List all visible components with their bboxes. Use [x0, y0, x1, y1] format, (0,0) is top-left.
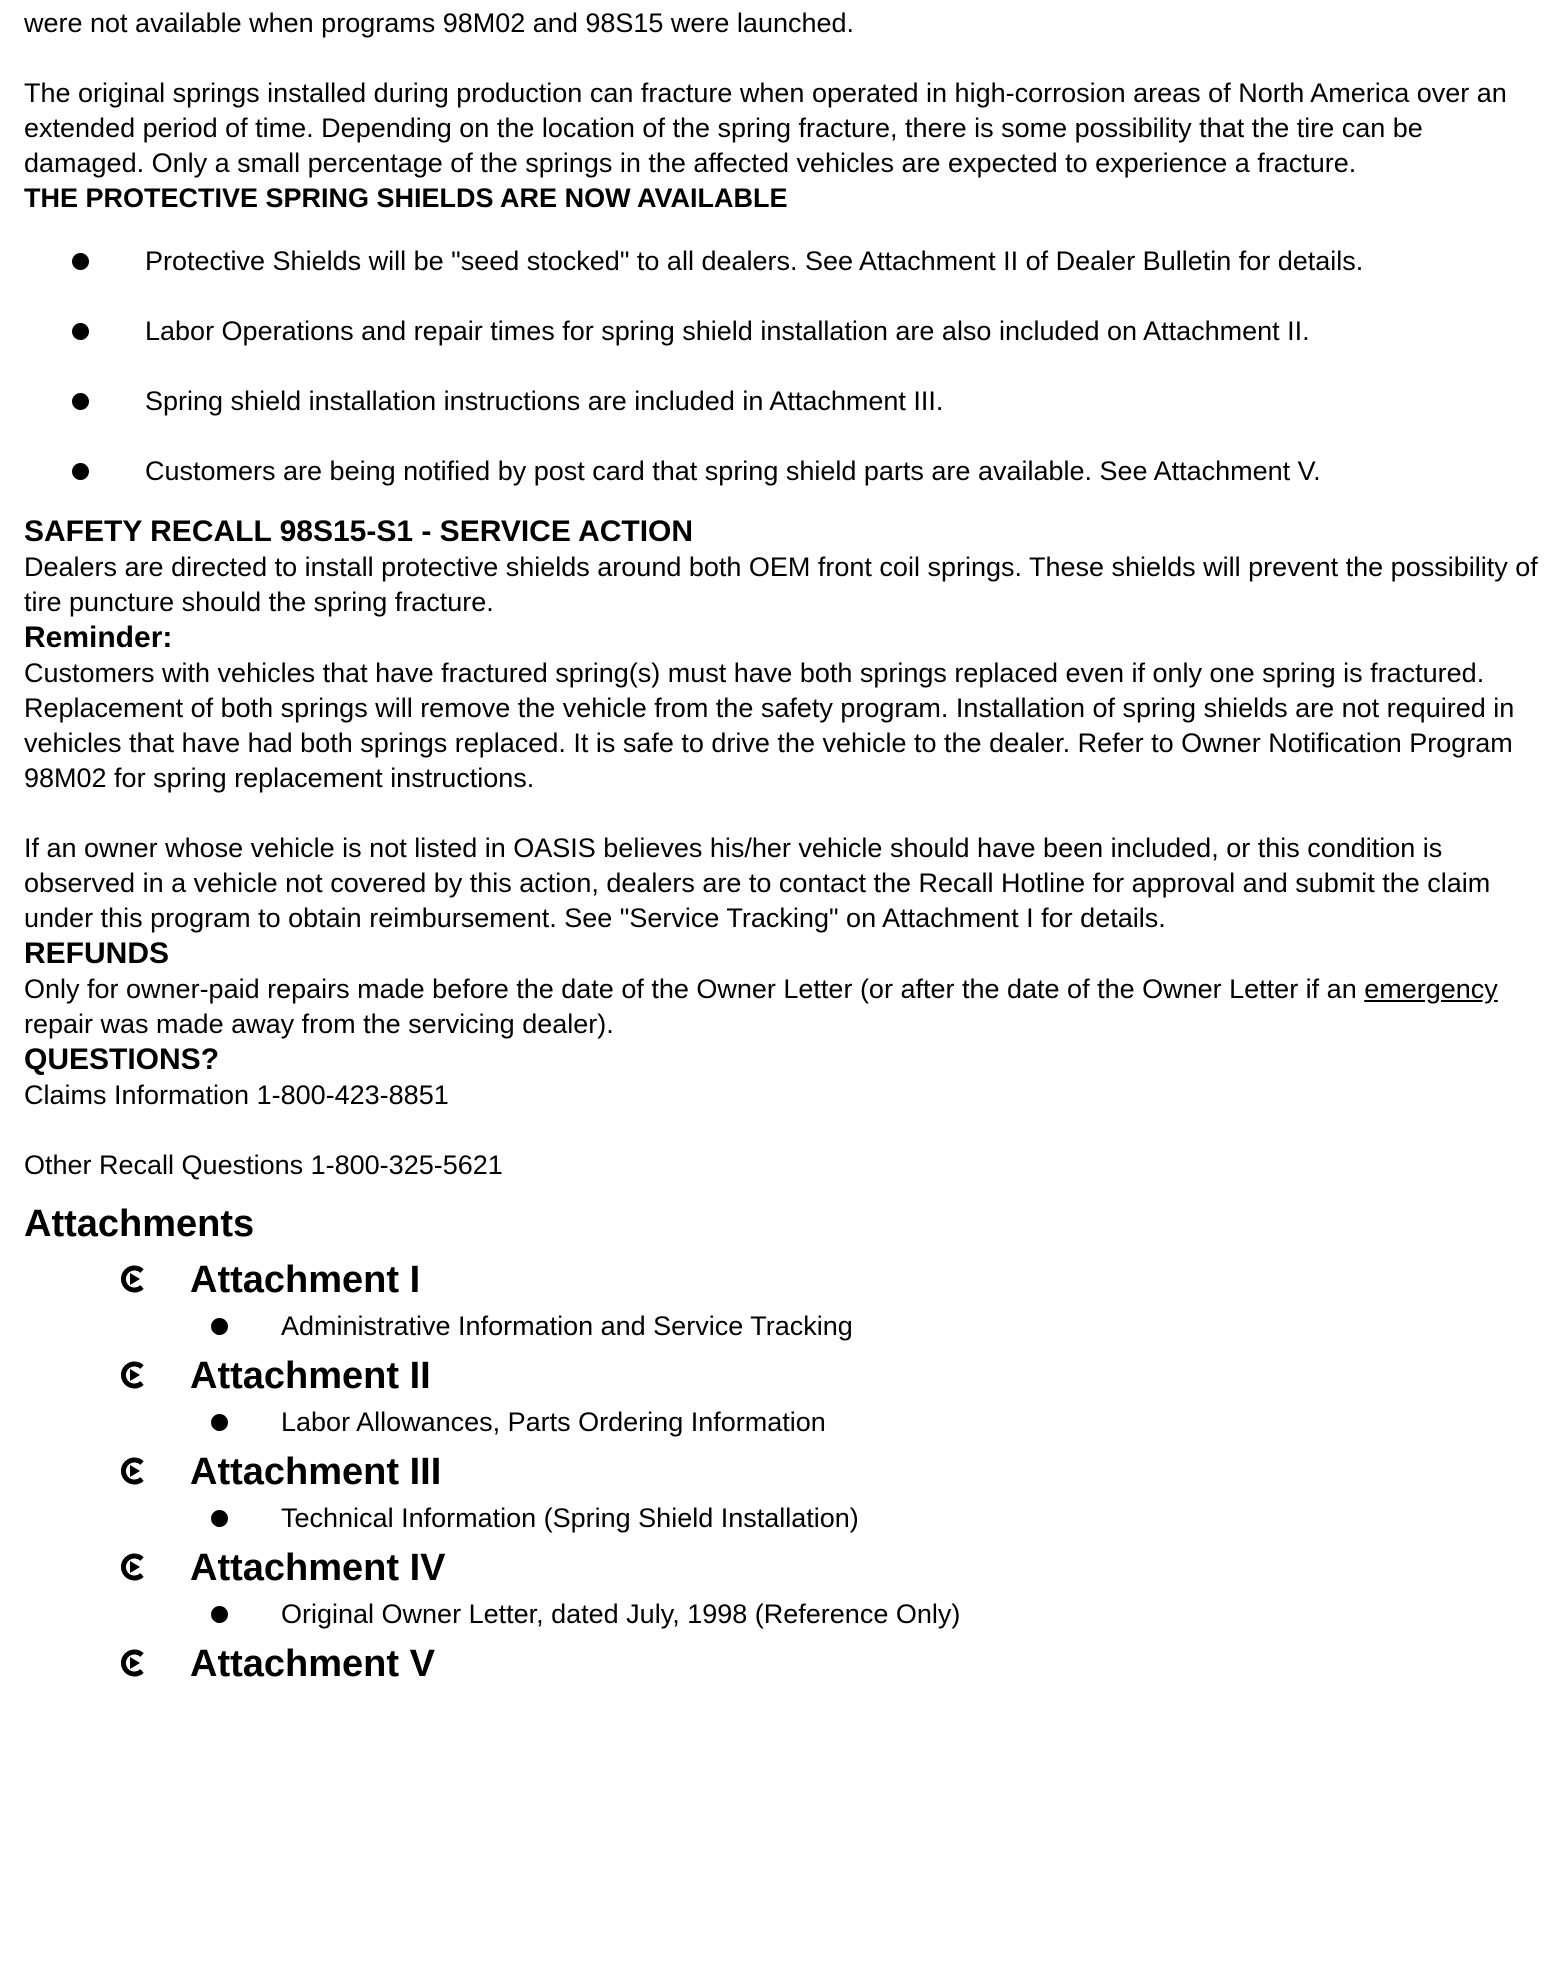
recall-heading: SAFETY RECALL 98S15-S1 - SERVICE ACTION: [24, 515, 694, 548]
list-item: [24, 314, 1544, 349]
bullet-icon: [211, 1414, 228, 1431]
circle-arrow-icon: [118, 1553, 150, 1581]
other-questions: Other Recall Questions 1-800-325-5621: [24, 1150, 503, 1180]
list-item-text: Protective Shields will be "seed stocked" to all dealers. See Attachment II of Dealer Bulletin for details.: [145, 246, 1364, 276]
attachment-item: [24, 1639, 1544, 1689]
refunds-body: [24, 972, 1544, 1042]
attachment-desc-row: [24, 1497, 1544, 1539]
attachment-header: [24, 1639, 1544, 1689]
list-item-text: Customers are being notified by post card that spring shield parts are available. See Attachment V.: [145, 456, 1321, 486]
refunds-heading: REFUNDS: [24, 937, 170, 970]
attachment-desc: Labor Allowances, Parts Ordering Information: [281, 1407, 826, 1437]
attachment-desc: Administrative Information and Service Tracking: [281, 1311, 853, 1341]
attachment-title: Attachment III: [190, 1451, 442, 1493]
attachment-header: [24, 1255, 1544, 1305]
attachment-desc-row: [24, 1401, 1544, 1443]
bullet-icon: [72, 253, 89, 270]
attachment-header: [24, 1351, 1544, 1401]
attachment-item: [24, 1447, 1544, 1539]
document-page: [24, 6, 1544, 1693]
list-item-text: Spring shield installation instructions are included in Attachment III.: [145, 386, 944, 416]
refunds-text-start: Only for owner-paid repairs made before the date of the Owner Letter (or after the date of the Owner Letter if an: [24, 974, 1365, 1004]
shields-heading: THE PROTECTIVE SPRING SHIELDS ARE NOW AVAILABLE: [24, 183, 788, 213]
claims-info: Claims Information 1-800-423-8851: [24, 1080, 449, 1110]
shields-bullet-list: [24, 244, 1544, 489]
circle-arrow-icon: [118, 1361, 150, 1389]
intro-paragraph: The original springs installed during production can fracture when operated in high-corrosion areas of North America over an extended period of time. Depending on the location of the spring fracture, there is some possibility that the tire can be damaged. Only a small percentage of the springs in the affected vehicles are expected to experience a fracture.: [24, 78, 1507, 178]
reminder-body: Customers with vehicles that have fractured spring(s) must have both springs replaced even if only one spring is fractured. Replacement of both springs will remove the vehicle from the safety program. Installation of spring shields are not required in vehicles that have had both springs replaced. It is safe to drive the vehicle to the dealer. Refer to Owner Notification Program 98M02 for spring replacement instructions.: [24, 658, 1515, 793]
attachments-heading: Attachments: [24, 1203, 255, 1245]
attachment-desc-row: [24, 1593, 1544, 1635]
attachment-title: Attachment I: [190, 1259, 421, 1301]
attachment-desc: Original Owner Letter, dated July, 1998 (Reference Only): [281, 1599, 961, 1629]
list-item: [24, 384, 1544, 419]
bullet-icon: [72, 323, 89, 340]
attachment-item: [24, 1255, 1544, 1347]
attachment-header: [24, 1543, 1544, 1593]
reminder-heading: Reminder:: [24, 621, 173, 654]
list-item: [24, 454, 1544, 489]
questions-heading: QUESTIONS?: [24, 1043, 220, 1076]
circle-arrow-icon: [118, 1457, 150, 1485]
attachment-item: [24, 1543, 1544, 1635]
bullet-icon: [72, 463, 89, 480]
oasis-paragraph: If an owner whose vehicle is not listed in OASIS believes his/her vehicle should have been included, or this condition is observed in a vehicle not covered by this action, dealers are to contact the Recall Hotline for approval and submit the claim under this program to obtain reimbursement. See "Service Tracking" on Attachment I for details.: [24, 833, 1491, 933]
recall-body: Dealers are directed to install protective shields around both OEM front coil springs. These shields will prevent the possibility of tire puncture should the spring fracture.: [24, 552, 1538, 617]
attachment-title: Attachment II: [190, 1355, 431, 1397]
emergency-text: emergency: [1364, 974, 1498, 1004]
list-item-text: Labor Operations and repair times for spring shield installation are also included on Attachment II.: [145, 316, 1310, 346]
bullet-icon: [72, 393, 89, 410]
attachment-desc: Technical Information (Spring Shield Installation): [281, 1503, 859, 1533]
attachment-title: Attachment IV: [190, 1547, 446, 1589]
bullet-icon: [211, 1606, 228, 1623]
circle-arrow-icon: [118, 1649, 150, 1677]
list-item: [24, 244, 1544, 279]
attachment-desc-row: [24, 1305, 1544, 1347]
circle-arrow-icon: [118, 1265, 150, 1293]
attachment-item: [24, 1351, 1544, 1443]
bullet-icon: [211, 1318, 228, 1335]
intro-line: were not available when programs 98M02 and 98S15 were launched.: [24, 8, 855, 38]
attachment-header: [24, 1447, 1544, 1497]
bullet-icon: [211, 1510, 228, 1527]
attachment-title: Attachment V: [190, 1643, 435, 1685]
refunds-text-end: repair was made away from the servicing dealer).: [24, 1009, 614, 1039]
